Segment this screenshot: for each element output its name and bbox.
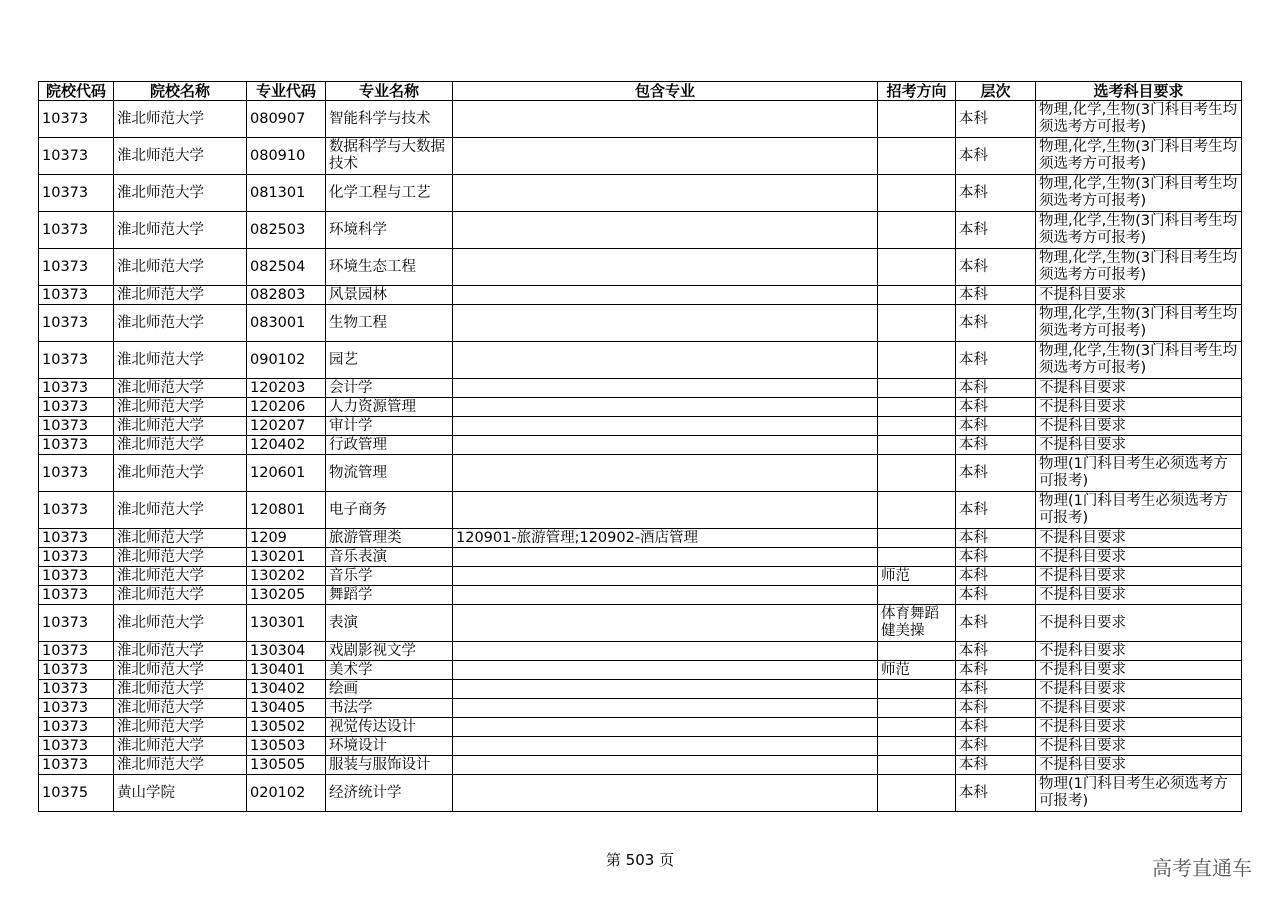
cell-school-code: 10373 (39, 138, 114, 175)
cell-school-code: 10373 (39, 699, 114, 718)
cell-school-code: 10373 (39, 101, 114, 138)
cell-major-code: 130205 (247, 586, 326, 605)
cell-included-majors (453, 718, 878, 737)
cell-direction (878, 175, 956, 212)
cell-school-code: 10373 (39, 548, 114, 567)
cell-major-code: 130503 (247, 737, 326, 756)
cell-included-majors (453, 737, 878, 756)
cell-included-majors (453, 175, 878, 212)
cell-subject-requirement: 不提科目要求 (1036, 699, 1242, 718)
cell-subject-requirement: 不提科目要求 (1036, 586, 1242, 605)
watermark: 高考直通车 (1152, 856, 1252, 880)
cell-major-code: 080910 (247, 138, 326, 175)
cell-major-code: 082503 (247, 212, 326, 249)
cell-major-name: 审计学 (326, 417, 453, 436)
table-row (39, 212, 1242, 249)
cell-school-code: 10373 (39, 737, 114, 756)
cell-direction (878, 305, 956, 342)
cell-level: 本科 (956, 286, 1036, 305)
cell-included-majors (453, 661, 878, 680)
cell-school-name: 淮北师范大学 (114, 249, 247, 286)
cell-major-code: 130402 (247, 680, 326, 699)
cell-subject-requirement: 不提科目要求 (1036, 680, 1242, 699)
cell-subject-requirement: 不提科目要求 (1036, 661, 1242, 680)
cell-level: 本科 (956, 699, 1036, 718)
cell-subject-requirement: 物理,化学,生物(3门科目考生均须选考方可报考) (1036, 175, 1242, 212)
cell-major-code: 130505 (247, 756, 326, 775)
cell-school-name: 淮北师范大学 (114, 101, 247, 138)
cell-direction (878, 718, 956, 737)
cell-included-majors (453, 249, 878, 286)
cell-included-majors (453, 680, 878, 699)
cell-major-code: 083001 (247, 305, 326, 342)
cell-school-name: 淮北师范大学 (114, 436, 247, 455)
cell-school-code: 10373 (39, 175, 114, 212)
cell-included-majors (453, 699, 878, 718)
cell-school-name: 淮北师范大学 (114, 305, 247, 342)
cell-school-code: 10373 (39, 212, 114, 249)
cell-major-code: 130405 (247, 699, 326, 718)
cell-school-code: 10373 (39, 642, 114, 661)
column-header-included-majors: 包含专业 (453, 82, 878, 101)
cell-major-code: 120206 (247, 398, 326, 417)
cell-school-name: 淮北师范大学 (114, 737, 247, 756)
cell-included-majors (453, 138, 878, 175)
cell-direction (878, 455, 956, 492)
cell-school-code: 10373 (39, 286, 114, 305)
table-row (39, 492, 1242, 529)
table-row (39, 417, 1242, 436)
cell-included-majors (453, 212, 878, 249)
cell-subject-requirement: 不提科目要求 (1036, 417, 1242, 436)
cell-major-code: 120203 (247, 379, 326, 398)
cell-major-name: 风景园林 (326, 286, 453, 305)
cell-subject-requirement: 不提科目要求 (1036, 398, 1242, 417)
cell-major-name: 旅游管理类 (326, 529, 453, 548)
cell-major-name: 物流管理 (326, 455, 453, 492)
cell-direction (878, 737, 956, 756)
cell-level: 本科 (956, 305, 1036, 342)
cell-direction (878, 642, 956, 661)
cell-included-majors (453, 436, 878, 455)
cell-school-name: 淮北师范大学 (114, 661, 247, 680)
cell-school-name: 淮北师范大学 (114, 548, 247, 567)
cell-major-name: 智能科学与技术 (326, 101, 453, 138)
cell-major-name: 书法学 (326, 699, 453, 718)
cell-included-majors (453, 642, 878, 661)
table-row (39, 718, 1242, 737)
page-number: 第 503 页 (605, 851, 675, 869)
cell-school-code: 10373 (39, 398, 114, 417)
cell-subject-requirement: 不提科目要求 (1036, 286, 1242, 305)
cell-subject-requirement: 物理,化学,生物(3门科目考生均须选考方可报考) (1036, 342, 1242, 379)
cell-school-name: 淮北师范大学 (114, 529, 247, 548)
cell-school-code: 10375 (39, 775, 114, 812)
cell-school-name: 淮北师范大学 (114, 605, 247, 642)
table-row (39, 699, 1242, 718)
cell-school-code: 10373 (39, 605, 114, 642)
cell-subject-requirement: 不提科目要求 (1036, 605, 1242, 642)
cell-subject-requirement: 物理,化学,生物(3门科目考生均须选考方可报考) (1036, 249, 1242, 286)
cell-school-code: 10373 (39, 305, 114, 342)
column-header-direction: 招考方向 (878, 82, 956, 101)
cell-major-name: 环境设计 (326, 737, 453, 756)
cell-direction (878, 699, 956, 718)
cell-included-majors (453, 342, 878, 379)
table-row (39, 249, 1242, 286)
cell-level: 本科 (956, 775, 1036, 812)
cell-included-majors: 120901-旅游管理;120902-酒店管理 (453, 529, 878, 548)
table-row (39, 398, 1242, 417)
table-row (39, 567, 1242, 586)
column-header-subject-requirement: 选考科目要求 (1036, 82, 1242, 101)
table-row (39, 548, 1242, 567)
cell-major-name: 电子商务 (326, 492, 453, 529)
column-header-major-code: 专业代码 (247, 82, 326, 101)
cell-school-name: 淮北师范大学 (114, 680, 247, 699)
cell-included-majors (453, 455, 878, 492)
cell-included-majors (453, 417, 878, 436)
cell-subject-requirement: 不提科目要求 (1036, 642, 1242, 661)
cell-school-code: 10373 (39, 492, 114, 529)
cell-major-code: 081301 (247, 175, 326, 212)
cell-major-name: 化学工程与工艺 (326, 175, 453, 212)
cell-level: 本科 (956, 548, 1036, 567)
cell-school-name: 淮北师范大学 (114, 379, 247, 398)
cell-subject-requirement: 不提科目要求 (1036, 567, 1242, 586)
cell-level: 本科 (956, 436, 1036, 455)
cell-major-name: 环境科学 (326, 212, 453, 249)
cell-included-majors (453, 756, 878, 775)
cell-major-code: 090102 (247, 342, 326, 379)
cell-school-code: 10373 (39, 586, 114, 605)
cell-level: 本科 (956, 138, 1036, 175)
cell-level: 本科 (956, 342, 1036, 379)
cell-included-majors (453, 567, 878, 586)
cell-school-name: 淮北师范大学 (114, 642, 247, 661)
cell-school-name: 淮北师范大学 (114, 567, 247, 586)
cell-level: 本科 (956, 379, 1036, 398)
table-row (39, 342, 1242, 379)
cell-major-name: 音乐表演 (326, 548, 453, 567)
cell-direction (878, 379, 956, 398)
cell-school-code: 10373 (39, 661, 114, 680)
cell-school-code: 10373 (39, 756, 114, 775)
cell-direction (878, 548, 956, 567)
cell-direction (878, 101, 956, 138)
cell-major-name: 环境生态工程 (326, 249, 453, 286)
admission-table (38, 81, 1242, 812)
cell-included-majors (453, 305, 878, 342)
cell-direction (878, 680, 956, 699)
cell-direction: 体育舞蹈健美操 (878, 605, 956, 642)
table-row (39, 661, 1242, 680)
cell-direction (878, 417, 956, 436)
cell-subject-requirement: 物理(1门科目考生必须选考方可报考) (1036, 775, 1242, 812)
cell-subject-requirement: 不提科目要求 (1036, 548, 1242, 567)
cell-direction (878, 286, 956, 305)
cell-direction (878, 436, 956, 455)
cell-direction (878, 138, 956, 175)
cell-level: 本科 (956, 661, 1036, 680)
cell-major-code: 130401 (247, 661, 326, 680)
cell-subject-requirement: 物理,化学,生物(3门科目考生均须选考方可报考) (1036, 305, 1242, 342)
cell-major-code: 130304 (247, 642, 326, 661)
cell-major-name: 美术学 (326, 661, 453, 680)
cell-level: 本科 (956, 455, 1036, 492)
table-row (39, 175, 1242, 212)
cell-major-code: 130301 (247, 605, 326, 642)
cell-major-name: 行政管理 (326, 436, 453, 455)
table-body (39, 101, 1242, 812)
cell-school-name: 淮北师范大学 (114, 586, 247, 605)
cell-level: 本科 (956, 567, 1036, 586)
cell-included-majors (453, 379, 878, 398)
cell-level: 本科 (956, 492, 1036, 529)
cell-major-name: 园艺 (326, 342, 453, 379)
cell-level: 本科 (956, 101, 1036, 138)
cell-school-name: 黄山学院 (114, 775, 247, 812)
cell-school-code: 10373 (39, 680, 114, 699)
cell-school-name: 淮北师范大学 (114, 398, 247, 417)
cell-included-majors (453, 586, 878, 605)
cell-subject-requirement: 不提科目要求 (1036, 529, 1242, 548)
cell-school-name: 淮北师范大学 (114, 212, 247, 249)
table-row (39, 436, 1242, 455)
cell-major-name: 舞蹈学 (326, 586, 453, 605)
cell-major-name: 视觉传达设计 (326, 718, 453, 737)
table-row (39, 642, 1242, 661)
cell-level: 本科 (956, 249, 1036, 286)
cell-school-code: 10373 (39, 718, 114, 737)
column-header-major-name: 专业名称 (326, 82, 453, 101)
cell-level: 本科 (956, 605, 1036, 642)
cell-direction: 师范 (878, 567, 956, 586)
cell-school-name: 淮北师范大学 (114, 756, 247, 775)
cell-direction (878, 249, 956, 286)
cell-major-code: 082803 (247, 286, 326, 305)
cell-school-name: 淮北师范大学 (114, 492, 247, 529)
cell-major-code: 120601 (247, 455, 326, 492)
cell-subject-requirement: 物理,化学,生物(3门科目考生均须选考方可报考) (1036, 212, 1242, 249)
cell-school-code: 10373 (39, 342, 114, 379)
cell-major-code: 130202 (247, 567, 326, 586)
cell-school-name: 淮北师范大学 (114, 175, 247, 212)
cell-school-code: 10373 (39, 567, 114, 586)
cell-school-name: 淮北师范大学 (114, 286, 247, 305)
cell-school-name: 淮北师范大学 (114, 699, 247, 718)
table-row (39, 455, 1242, 492)
cell-level: 本科 (956, 680, 1036, 699)
cell-level: 本科 (956, 718, 1036, 737)
cell-major-name: 会计学 (326, 379, 453, 398)
cell-school-name: 淮北师范大学 (114, 342, 247, 379)
cell-level: 本科 (956, 529, 1036, 548)
cell-subject-requirement: 物理,化学,生物(3门科目考生均须选考方可报考) (1036, 101, 1242, 138)
cell-subject-requirement: 不提科目要求 (1036, 737, 1242, 756)
cell-direction (878, 342, 956, 379)
cell-school-code: 10373 (39, 379, 114, 398)
cell-major-code: 130502 (247, 718, 326, 737)
table-row (39, 286, 1242, 305)
table-row (39, 529, 1242, 548)
cell-included-majors (453, 398, 878, 417)
cell-major-code: 120402 (247, 436, 326, 455)
cell-school-name: 淮北师范大学 (114, 718, 247, 737)
cell-major-name: 经济统计学 (326, 775, 453, 812)
cell-major-name: 生物工程 (326, 305, 453, 342)
cell-included-majors (453, 775, 878, 812)
cell-level: 本科 (956, 586, 1036, 605)
cell-school-code: 10373 (39, 455, 114, 492)
cell-subject-requirement: 物理(1门科目考生必须选考方可报考) (1036, 492, 1242, 529)
cell-major-code: 020102 (247, 775, 326, 812)
cell-major-code: 120207 (247, 417, 326, 436)
cell-direction: 师范 (878, 661, 956, 680)
cell-school-code: 10373 (39, 436, 114, 455)
cell-direction (878, 212, 956, 249)
cell-major-name: 绘画 (326, 680, 453, 699)
cell-level: 本科 (956, 212, 1036, 249)
cell-major-name: 音乐学 (326, 567, 453, 586)
cell-level: 本科 (956, 175, 1036, 212)
cell-level: 本科 (956, 756, 1036, 775)
cell-major-name: 戏剧影视文学 (326, 642, 453, 661)
cell-major-code: 1209 (247, 529, 326, 548)
cell-school-code: 10373 (39, 249, 114, 286)
cell-level: 本科 (956, 642, 1036, 661)
cell-subject-requirement: 不提科目要求 (1036, 436, 1242, 455)
cell-school-name: 淮北师范大学 (114, 417, 247, 436)
table-row (39, 101, 1242, 138)
cell-included-majors (453, 492, 878, 529)
column-header-school-code: 院校代码 (39, 82, 114, 101)
cell-subject-requirement: 不提科目要求 (1036, 756, 1242, 775)
cell-subject-requirement: 不提科目要求 (1036, 718, 1242, 737)
table-row (39, 305, 1242, 342)
table-row (39, 775, 1242, 812)
cell-major-code: 120801 (247, 492, 326, 529)
cell-direction (878, 398, 956, 417)
cell-direction (878, 756, 956, 775)
cell-level: 本科 (956, 417, 1036, 436)
cell-major-name: 数据科学与大数据技术 (326, 138, 453, 175)
cell-included-majors (453, 548, 878, 567)
cell-level: 本科 (956, 737, 1036, 756)
cell-school-name: 淮北师范大学 (114, 138, 247, 175)
cell-direction (878, 775, 956, 812)
cell-major-name: 服装与服饰设计 (326, 756, 453, 775)
cell-school-name: 淮北师范大学 (114, 455, 247, 492)
cell-subject-requirement: 不提科目要求 (1036, 379, 1242, 398)
column-header-level: 层次 (956, 82, 1036, 101)
cell-major-name: 表演 (326, 605, 453, 642)
cell-direction (878, 586, 956, 605)
table-row (39, 379, 1242, 398)
table-header-row (39, 82, 1242, 101)
cell-subject-requirement: 物理,化学,生物(3门科目考生均须选考方可报考) (1036, 138, 1242, 175)
table-row (39, 605, 1242, 642)
cell-major-code: 130201 (247, 548, 326, 567)
cell-major-name: 人力资源管理 (326, 398, 453, 417)
table-row (39, 737, 1242, 756)
cell-direction (878, 492, 956, 529)
cell-subject-requirement: 物理(1门科目考生必须选考方可报考) (1036, 455, 1242, 492)
cell-school-code: 10373 (39, 417, 114, 436)
cell-major-code: 080907 (247, 101, 326, 138)
cell-included-majors (453, 101, 878, 138)
cell-included-majors (453, 605, 878, 642)
table-row (39, 586, 1242, 605)
cell-major-code: 082504 (247, 249, 326, 286)
table-row (39, 680, 1242, 699)
table-row (39, 138, 1242, 175)
cell-school-code: 10373 (39, 529, 114, 548)
cell-level: 本科 (956, 398, 1036, 417)
cell-direction (878, 529, 956, 548)
column-header-school-name: 院校名称 (114, 82, 247, 101)
table-row (39, 756, 1242, 775)
cell-included-majors (453, 286, 878, 305)
